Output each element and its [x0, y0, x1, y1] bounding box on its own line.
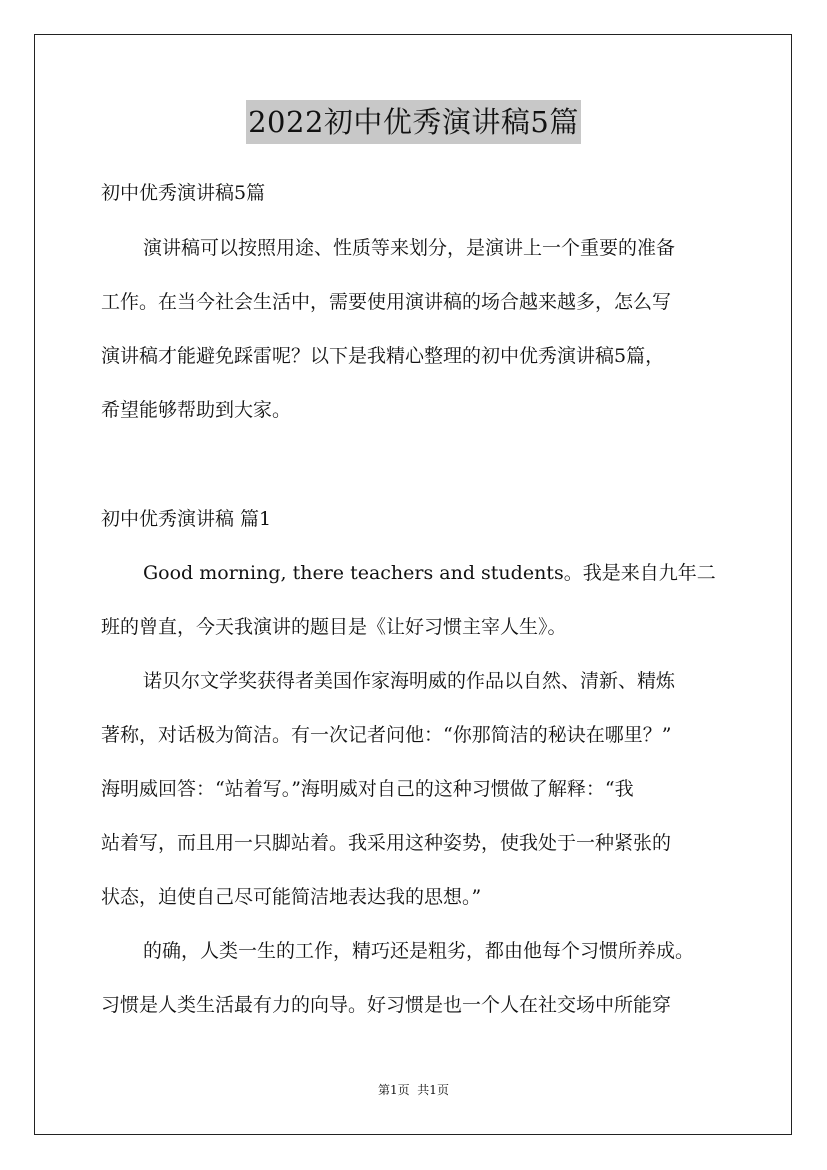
intro-line: 希望能够帮助到大家。: [101, 399, 292, 421]
body-line: 习惯是人类生活最有力的向导。好习惯是也一个人在社交场中所能穿: [101, 994, 672, 1016]
document-title: 2022初中优秀演讲稿5篇: [246, 100, 581, 144]
section-heading: 初中优秀演讲稿 篇1: [101, 508, 272, 530]
intro-line: 工作。在当今社会生活中，需要使用演讲稿的场合越来越多，怎么写: [101, 291, 672, 313]
page-footer: 第1页 共1页: [378, 1083, 449, 1097]
title-container: [0, 100, 827, 144]
body-line: Good morning, there teachers and students。我是来自九年二: [143, 562, 716, 584]
document-subtitle: 初中优秀演讲稿5篇: [101, 182, 266, 204]
body-line: 站着写，而且用一只脚站着。我采用这种姿势，使我处于一种紧张的: [101, 832, 672, 854]
body-line: 海明威回答：“站着写。”海明威对自己的这种习惯做了解释：“我: [101, 778, 634, 800]
body-line: 状态，迫使自己尽可能简洁地表达我的思想。”: [101, 886, 482, 908]
body-line: 诺贝尔文学奖获得者美国作家海明威的作品以自然、清新、精炼: [143, 670, 676, 692]
body-line: 班的曾直，今天我演讲的题目是《让好习惯主宰人生》。: [101, 616, 567, 638]
intro-line: 演讲稿才能避免踩雷呢？以下是我精心整理的初中优秀演讲稿5篇，: [101, 345, 665, 367]
intro-line: 演讲稿可以按照用途、性质等来划分，是演讲上一个重要的准备: [143, 237, 676, 259]
body-line: 的确，人类一生的工作，精巧还是粗劣，都由他每个习惯所养成。: [143, 940, 695, 962]
body-line: 著称，对话极为简洁。有一次记者问他：“你那简洁的秘诀在哪里？”: [101, 724, 672, 746]
